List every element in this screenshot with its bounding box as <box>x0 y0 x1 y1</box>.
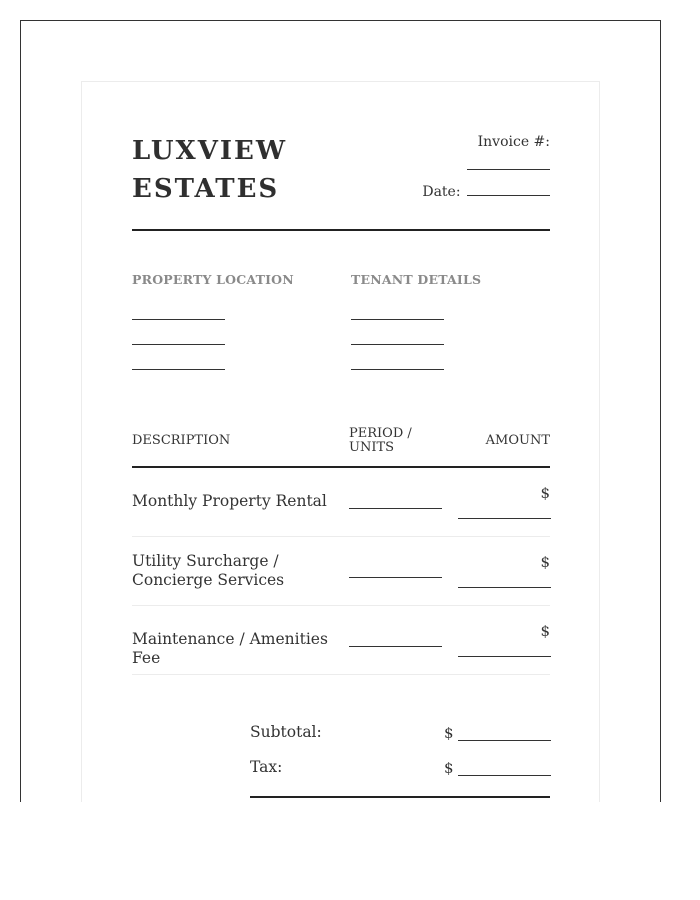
row-2-divider <box>132 605 550 606</box>
row-3-divider <box>132 674 550 675</box>
property-location-heading: PROPERTY LOCATION <box>132 272 294 287</box>
invoice-number-blank[interactable] <box>467 155 550 170</box>
date-row <box>422 181 550 201</box>
totals-divider <box>250 796 550 798</box>
tax-label: Tax: <box>250 758 283 776</box>
row-1-description: Monthly Property Rental <box>132 492 327 510</box>
col-amount: AMOUNT <box>485 433 550 448</box>
tenant-line-2[interactable] <box>351 344 444 345</box>
tenant-line-1[interactable] <box>351 319 444 320</box>
company-name-line1: LUXVIEW <box>132 136 288 166</box>
row-1-period-blank[interactable] <box>349 508 442 509</box>
invoice-number-row <box>422 133 550 151</box>
row-1-divider <box>132 536 550 537</box>
row-3-period-blank[interactable] <box>349 646 442 647</box>
date-blank[interactable] <box>467 181 550 196</box>
col-description: DESCRIPTION <box>132 433 231 448</box>
col-period-line2: UNITS <box>349 440 395 455</box>
tenant-line-3[interactable] <box>351 369 444 370</box>
date-label: Date: <box>422 184 461 200</box>
row-2-amount-blank[interactable] <box>458 587 551 588</box>
company-name-line2: ESTATES <box>132 174 280 204</box>
row-2-currency: $ <box>540 553 550 571</box>
row-3-amount-blank[interactable] <box>458 656 551 657</box>
property-line-1[interactable] <box>132 319 225 320</box>
row-3-description: Maintenance / Amenities Fee <box>132 630 328 667</box>
tax-currency: $ <box>444 759 454 777</box>
subtotal-currency: $ <box>444 724 454 742</box>
row-1-currency: $ <box>540 484 550 502</box>
header-divider <box>132 229 550 231</box>
invoice-number-label: Invoice #: <box>477 134 550 150</box>
row-2-description: Utility Surcharge / Concierge Services <box>132 552 285 589</box>
tenant-details-heading: TENANT DETAILS <box>351 272 482 287</box>
invoice-meta <box>422 133 550 201</box>
invoice-number-field[interactable] <box>422 155 550 175</box>
col-period-line1: PERIOD / <box>349 426 412 441</box>
row-3-currency: $ <box>540 622 550 640</box>
col-period <box>349 427 412 455</box>
company-name <box>132 132 287 208</box>
table-header-divider <box>132 466 550 468</box>
tax-blank[interactable] <box>458 775 551 776</box>
row-1-amount-blank[interactable] <box>458 518 551 519</box>
property-line-3[interactable] <box>132 369 225 370</box>
property-line-2[interactable] <box>132 344 225 345</box>
subtotal-label: Subtotal: <box>250 723 322 741</box>
row-2-period-blank[interactable] <box>349 577 442 578</box>
subtotal-blank[interactable] <box>458 740 551 741</box>
